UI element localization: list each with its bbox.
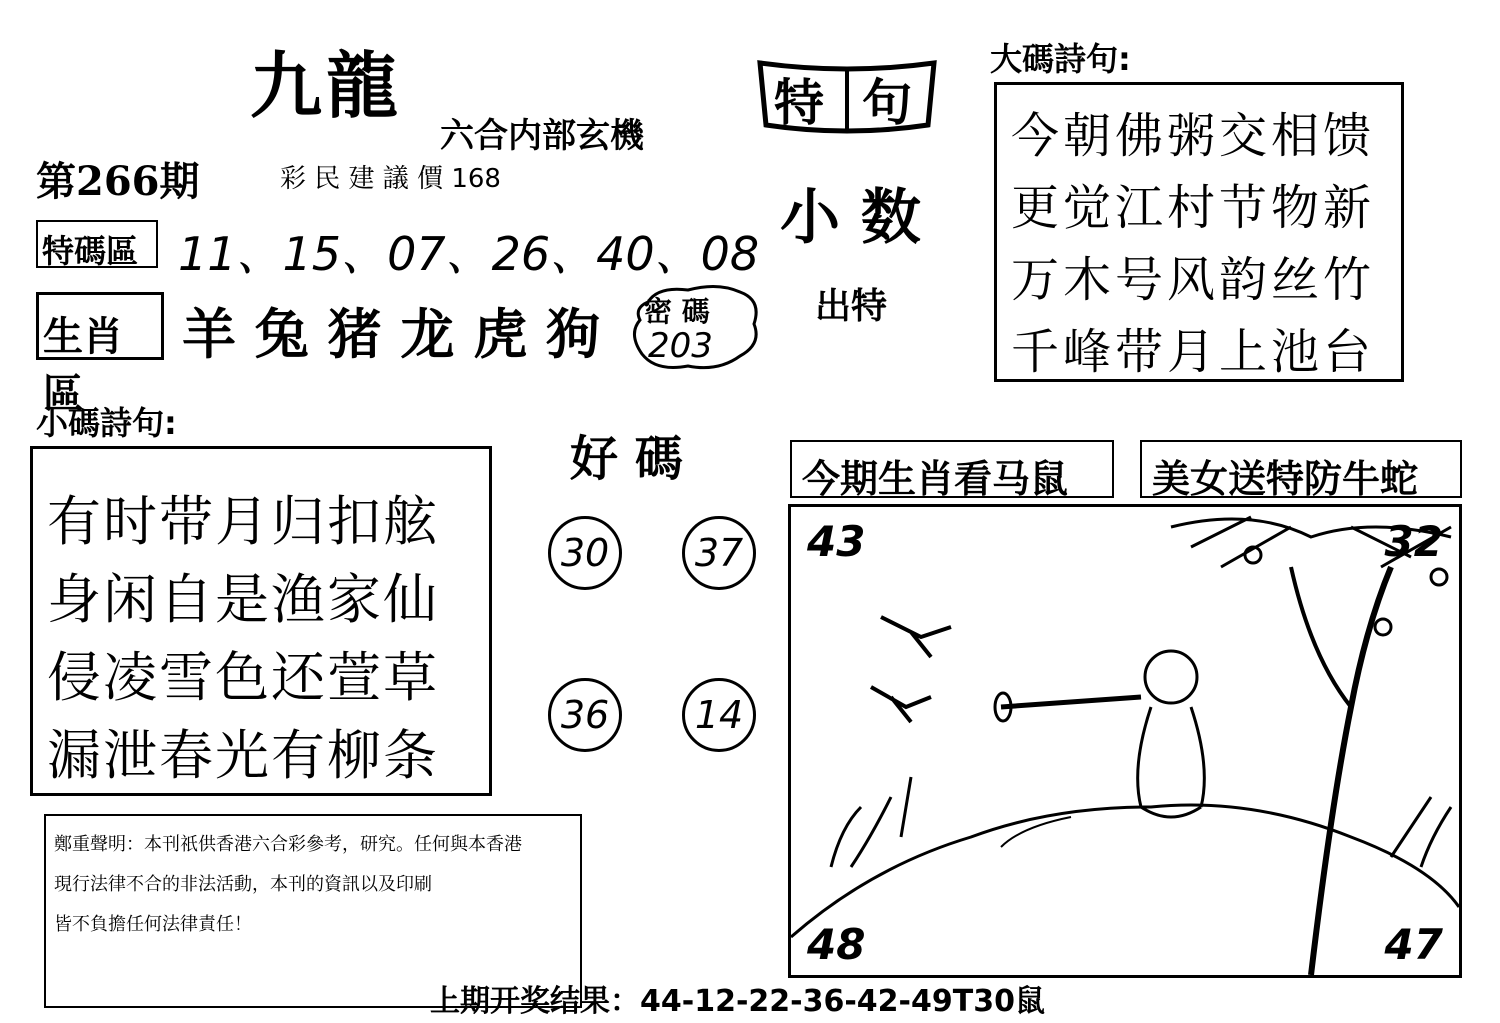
special-numbers: 11、15、07、26、40、08 xyxy=(178,227,760,281)
price-note: 彩 民 建 議 價 168 xyxy=(280,164,501,194)
corner-number-bottom-left: 48 xyxy=(807,920,866,969)
disclaimer-line-1: 鄭重聲明：本刊祇供香港六合彩參考，研究。任何與本香港 xyxy=(54,834,522,855)
brand-title: 九龍 xyxy=(250,43,403,128)
small-poem-line-4: 漏泄春光有柳条 xyxy=(47,724,439,787)
secret-code-label: 密 碼 xyxy=(644,295,710,328)
zodiac-zone-label: 生肖區 xyxy=(43,314,123,417)
hint-left: 今期生肖看马鼠 xyxy=(802,457,1069,501)
small-poem-box xyxy=(30,446,492,796)
issue-number: 第266期 xyxy=(36,158,200,205)
big-poem-line-2: 更觉江村节物新 xyxy=(1011,180,1376,236)
te-ju-emblem xyxy=(752,55,942,137)
hint-right-box xyxy=(1140,440,1462,501)
disclaimer-line-3: 皆不負擔任何法律責任！ xyxy=(54,914,252,935)
secret-code-cloud xyxy=(628,282,764,374)
big-poem-title: 大碼詩句: xyxy=(990,40,1131,78)
subtitle: 六合内部玄機 xyxy=(440,116,644,156)
te-character: 特 xyxy=(774,73,824,132)
small-poem-title: 小碼詩句: xyxy=(36,404,177,442)
disclaimer-line-2: 現行法律不合的非法活動，本刊的資訊以及印刷 xyxy=(54,874,432,895)
small-poem-line-1: 有时带月归扣舷 xyxy=(47,490,439,553)
good-code-4: 14 xyxy=(682,678,756,752)
good-code-1: 30 xyxy=(548,516,622,590)
big-poem-line-1: 今朝佛粥交相馈 xyxy=(1011,108,1376,164)
ju-character: 句 xyxy=(862,73,912,132)
last-result: 上期开奖结果：44-12-22-36-42-49T30鼠 xyxy=(430,984,1045,1019)
illustration-box xyxy=(788,504,1462,978)
small-poem-line-2: 身闲自是渔家仙 xyxy=(47,568,439,631)
hint-left-box xyxy=(790,440,1114,501)
special-zone-label-box xyxy=(36,220,158,268)
good-code-2: 37 xyxy=(682,516,756,590)
big-poem-box xyxy=(994,82,1404,382)
big-poem-line-4: 千峰带月上池台 xyxy=(1011,324,1376,380)
corner-number-bottom-right: 47 xyxy=(1384,920,1443,969)
secret-code-value: 203 xyxy=(648,326,713,366)
big-poem-line-3: 万木号风韵丝竹 xyxy=(1011,252,1376,308)
special-zone-label: 特碼區 xyxy=(42,232,139,270)
chute-label: 出特 xyxy=(815,286,888,327)
hint-right: 美女送特防牛蛇 xyxy=(1152,457,1419,501)
good-codes-title: 好 碼 xyxy=(570,431,683,487)
good-code-3: 36 xyxy=(548,678,622,752)
corner-number-top-left: 43 xyxy=(807,517,866,566)
corner-number-top-right: 32 xyxy=(1384,517,1443,566)
zodiac-zone-label-box xyxy=(36,292,164,417)
xiaoshu-label: 小 数 xyxy=(780,183,921,253)
zodiac-animals: 羊 兔 猪 龙 虎 狗 xyxy=(182,303,600,366)
boy-playing-flute-illustration xyxy=(791,507,1459,975)
small-poem-line-3: 侵凌雪色还萱草 xyxy=(47,646,439,709)
